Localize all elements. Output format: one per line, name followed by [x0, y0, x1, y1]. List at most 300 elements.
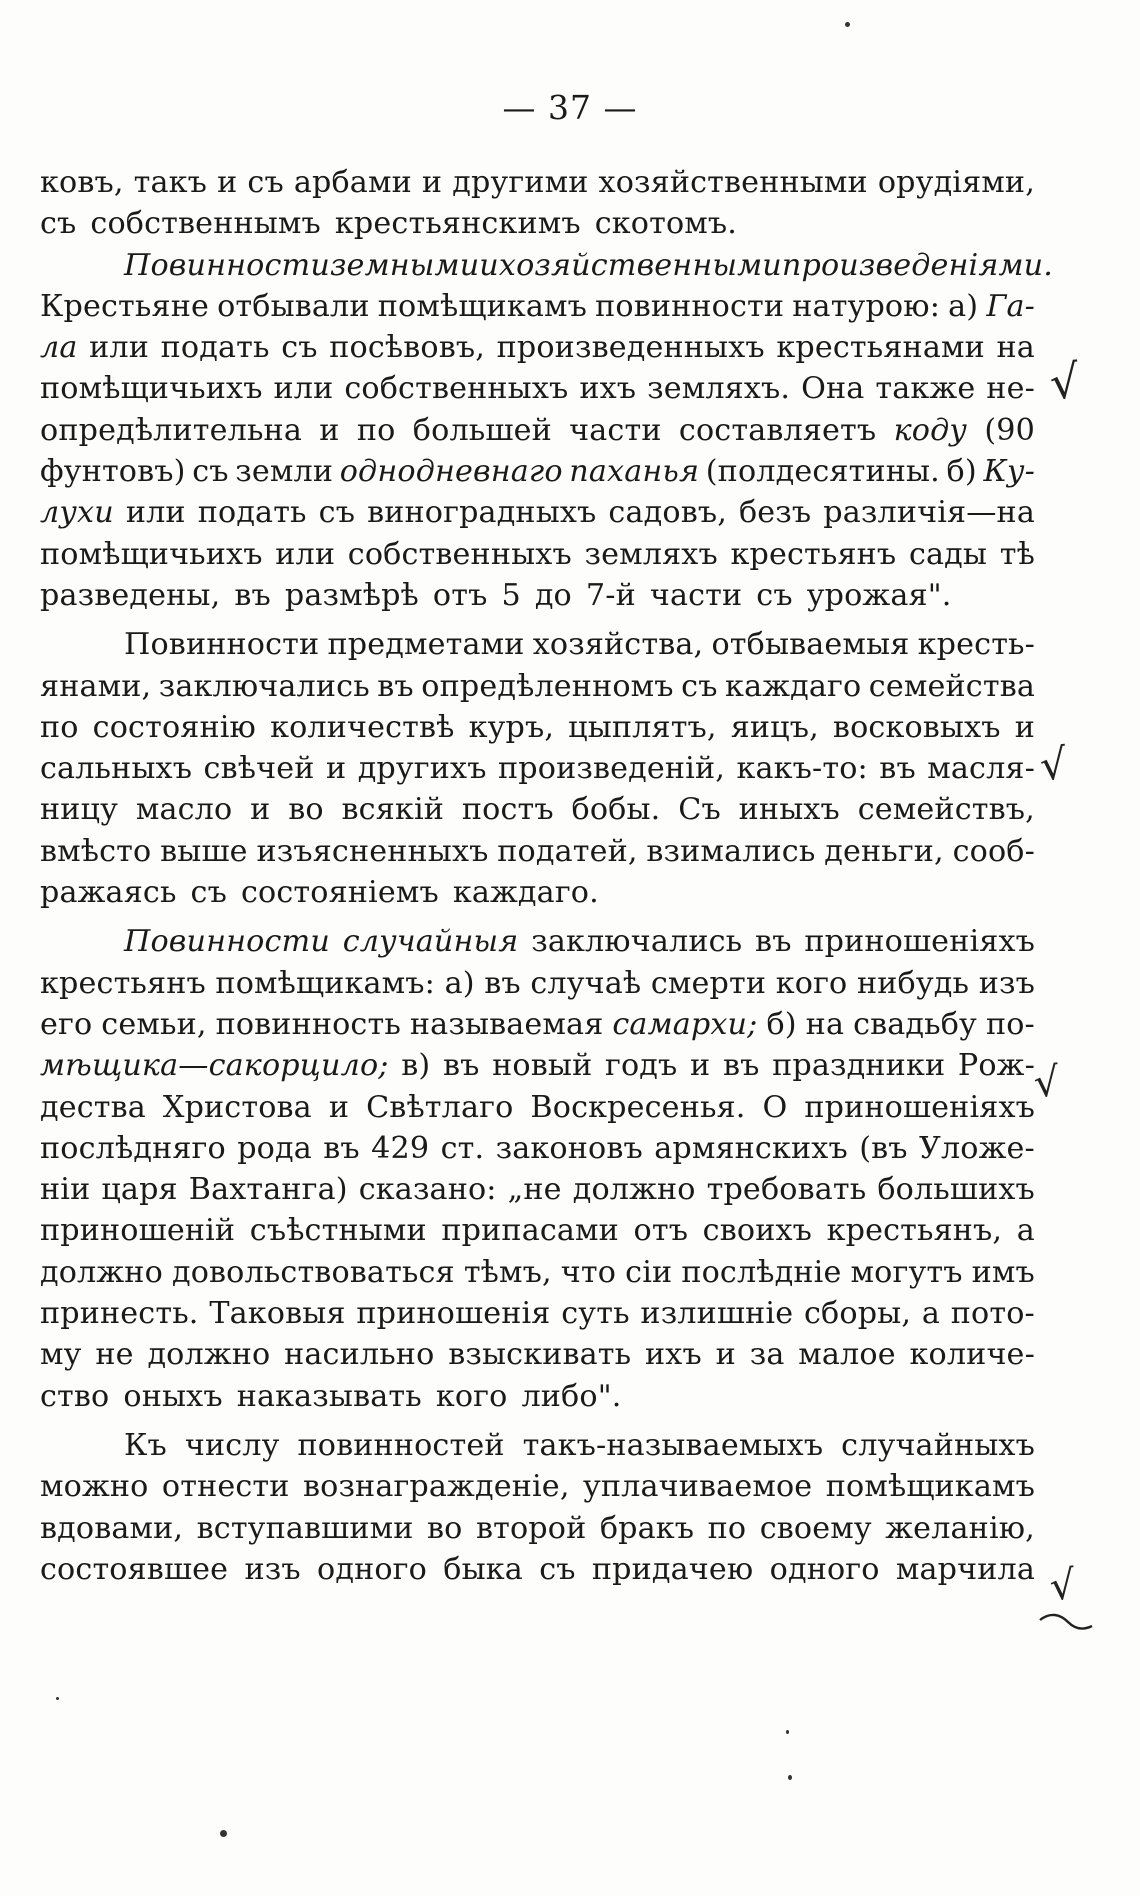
- text-line: [40, 286, 1035, 327]
- word: армянскихъ: [654, 1130, 848, 1166]
- word: каждаго.: [452, 875, 599, 911]
- word: въ: [442, 1048, 480, 1084]
- word: разведены,: [40, 577, 221, 613]
- word: одного: [317, 1551, 427, 1587]
- word: случаѣ: [530, 965, 642, 1001]
- word: подать: [160, 330, 270, 366]
- word: въ: [323, 1130, 360, 1166]
- word: Воскресенья.: [530, 1089, 746, 1125]
- word: другими: [452, 165, 589, 200]
- word: съ: [192, 454, 229, 490]
- word: Христова: [162, 1089, 312, 1125]
- word: посѣвовъ,: [329, 330, 485, 366]
- word: хозяйственными: [498, 247, 782, 283]
- word: хозяйственными: [598, 165, 868, 200]
- word: Свѣтлаго: [366, 1089, 514, 1125]
- word: земли: [235, 454, 334, 490]
- word: отнести: [161, 1469, 290, 1505]
- word: лухи: [40, 495, 114, 531]
- word: могутъ: [850, 1254, 963, 1290]
- word: восковыхъ: [832, 709, 1001, 745]
- word: отъ: [633, 1213, 689, 1249]
- text-line: [40, 451, 1035, 492]
- word: янами,: [40, 668, 152, 704]
- word: изъ: [978, 965, 1035, 1001]
- word: ражаясь: [40, 875, 177, 911]
- text-line: [40, 162, 1035, 203]
- word: податей,: [497, 833, 638, 869]
- text-line: [40, 534, 1035, 575]
- word: желанію,: [885, 1510, 1035, 1546]
- word: повинностей: [297, 1427, 505, 1463]
- word: помѣщичьихъ: [40, 536, 263, 572]
- word: тѣ: [999, 536, 1035, 572]
- word: и: [328, 1089, 350, 1125]
- word: произведенныхъ: [496, 330, 765, 366]
- word: вступавшими: [196, 1510, 414, 1546]
- word: требовать: [706, 1172, 867, 1208]
- paragraph-gap: [40, 913, 1035, 921]
- word: однодневнаго: [339, 454, 563, 490]
- word: изъ: [244, 1551, 301, 1587]
- word: такъ-называемыхъ: [522, 1427, 824, 1463]
- word: свѣчей: [203, 751, 315, 787]
- word: и: [421, 165, 443, 200]
- word: собственныхъ: [347, 536, 572, 572]
- word: семьи,: [101, 1006, 207, 1042]
- word: безъ: [738, 495, 812, 531]
- word: взыскивать: [448, 1337, 632, 1373]
- word: послѣдняго: [40, 1130, 226, 1166]
- word: 5: [501, 577, 521, 613]
- word: какъ-то:: [736, 751, 868, 787]
- word: царя: [101, 1172, 178, 1208]
- text-line: [40, 748, 1035, 789]
- word: по: [40, 709, 79, 745]
- word: взимались: [646, 833, 816, 869]
- word: заключались: [158, 668, 370, 704]
- word: ихъ: [645, 1337, 702, 1373]
- word: своему: [759, 1510, 872, 1546]
- word: довольствоваться: [171, 1254, 455, 1290]
- word: повинность: [215, 1006, 401, 1042]
- word: ніи: [40, 1172, 91, 1208]
- word: заключались: [531, 924, 743, 960]
- word: крестьянъ,: [826, 1213, 1003, 1249]
- word: Съ: [678, 792, 721, 828]
- word: Повинности: [124, 627, 320, 663]
- word: съ: [681, 668, 718, 704]
- word: крестьянскимъ: [334, 206, 581, 242]
- word: изъясненныхъ: [256, 833, 489, 869]
- word: состоянію: [92, 709, 256, 745]
- text-line: [40, 789, 1035, 830]
- word: придачею: [591, 1551, 754, 1587]
- word: свадьбу: [853, 1006, 977, 1042]
- word: приношенія: [356, 1296, 551, 1332]
- word: рода: [237, 1130, 312, 1166]
- word: должно: [40, 1254, 163, 1290]
- margin-check-mark: √: [1047, 353, 1083, 411]
- word: Она: [801, 371, 865, 407]
- page-number: — 37 —: [502, 88, 638, 127]
- word: а): [948, 288, 979, 324]
- word: съ: [281, 330, 318, 366]
- text-line: [40, 707, 1035, 748]
- word: бракъ: [599, 1510, 695, 1546]
- word: земляхъ: [584, 536, 718, 572]
- word: или: [89, 330, 150, 366]
- margin-check-mark: √: [1047, 1561, 1078, 1611]
- word: приношеніяхъ: [804, 1089, 1035, 1125]
- word: опредѣленномъ: [421, 668, 674, 704]
- margin-dash-mark: [1038, 1610, 1094, 1640]
- word: законовъ: [495, 1130, 643, 1166]
- text-line: [40, 1293, 1035, 1334]
- word: второй: [475, 1510, 587, 1546]
- word: семейства: [868, 668, 1035, 704]
- word: самархи;: [612, 1006, 758, 1042]
- word: и: [217, 165, 238, 200]
- word: крестьянъ: [40, 965, 206, 1001]
- word: наказывать: [236, 1378, 422, 1414]
- print-speck: [845, 22, 850, 27]
- word: опредѣлительна: [40, 412, 302, 448]
- word: сады: [908, 536, 988, 572]
- text-line: [40, 575, 1035, 616]
- word: случайныхъ: [841, 1427, 1035, 1463]
- word: такъ: [133, 165, 208, 200]
- word: хозяйства,: [532, 627, 704, 663]
- word: помѣщикамъ: [825, 1469, 1035, 1505]
- word: Рож-: [957, 1048, 1035, 1084]
- text-line: [40, 1376, 1035, 1417]
- word: отбываемыя: [711, 627, 910, 663]
- word: Къ: [124, 1427, 167, 1463]
- word: Ку-: [983, 454, 1035, 490]
- text-line: [40, 666, 1035, 707]
- margin-check-mark: √: [1031, 1058, 1062, 1108]
- word: съ: [40, 206, 77, 242]
- word: сіи: [625, 1254, 673, 1290]
- text-line: [40, 1252, 1035, 1293]
- text-line: [40, 1087, 1035, 1128]
- word: Вахтанга): [188, 1172, 348, 1208]
- word: послѣдніе: [681, 1254, 842, 1290]
- word: постъ: [461, 792, 554, 828]
- word: праздники: [772, 1048, 946, 1084]
- print-speck: [56, 1697, 59, 1700]
- word: иныхъ: [738, 792, 840, 828]
- word: а): [444, 965, 475, 1001]
- word: въ: [484, 965, 521, 1001]
- text-line: [40, 1334, 1035, 1375]
- print-speck: [788, 1775, 792, 1780]
- word: отъ: [432, 577, 488, 613]
- word: имъ: [971, 1254, 1035, 1290]
- word: смерти: [650, 965, 767, 1001]
- print-speck: [786, 1730, 789, 1734]
- word: другихъ: [357, 751, 487, 787]
- word: садовъ,: [608, 495, 727, 531]
- print-speck: [220, 1830, 227, 1837]
- word: паханья: [569, 454, 700, 490]
- word: ство: [40, 1378, 110, 1414]
- text-line: [40, 1210, 1035, 1251]
- word: куръ,: [468, 709, 555, 745]
- word: деньги,: [824, 833, 944, 869]
- word: припасами: [441, 1213, 619, 1249]
- word: помѣщичьихъ: [40, 371, 263, 407]
- word: и: [250, 792, 271, 828]
- word: можно: [40, 1469, 149, 1505]
- word: фунтовъ): [40, 454, 186, 490]
- word: вдовами,: [40, 1510, 184, 1546]
- word: различія—на: [823, 495, 1035, 531]
- word: (90: [984, 412, 1035, 448]
- text-line: [40, 872, 1035, 913]
- paragraph-gap: [40, 1417, 1035, 1425]
- word: излишніе: [640, 1296, 794, 1332]
- word: числу: [184, 1427, 280, 1463]
- word: съ: [539, 1551, 576, 1587]
- text-line: [40, 963, 1035, 1004]
- word: вмѣсто: [40, 833, 152, 869]
- word: тѣмъ,: [463, 1254, 552, 1290]
- text-line: [40, 368, 1035, 409]
- word: Га-: [986, 288, 1035, 324]
- text-line: [40, 327, 1035, 368]
- word: произведеніями.: [781, 247, 1054, 283]
- word: должно: [572, 1172, 696, 1208]
- word: и: [1014, 709, 1035, 745]
- text-line: [40, 1128, 1035, 1169]
- word: части: [649, 577, 743, 613]
- word: (полдесятины.: [705, 454, 940, 490]
- word: кресть-: [917, 627, 1035, 663]
- word: б): [766, 1006, 797, 1042]
- word: в): [401, 1048, 431, 1084]
- word: или: [273, 371, 334, 407]
- word: въ: [377, 668, 414, 704]
- word: суть: [561, 1296, 630, 1332]
- word: собственныхъ: [344, 371, 569, 407]
- word: выше: [160, 833, 248, 869]
- word: уплачиваемое: [583, 1469, 813, 1505]
- word: а: [1016, 1213, 1035, 1249]
- word: и: [690, 1048, 711, 1084]
- word: Крестьяне: [40, 288, 209, 324]
- word: орудіями,: [877, 165, 1035, 200]
- word: ковъ,: [40, 165, 124, 200]
- word: ницу: [40, 792, 119, 828]
- word: во: [288, 792, 324, 828]
- word: его: [40, 1006, 93, 1042]
- word: одного: [769, 1551, 880, 1587]
- word: малое: [798, 1337, 896, 1373]
- text-line: [40, 1169, 1035, 1210]
- word: крестьянъ: [730, 536, 897, 572]
- text-line: [40, 410, 1035, 451]
- word: на: [805, 1006, 845, 1042]
- word: новый: [492, 1048, 593, 1084]
- word: мѣщика—сакорцило;: [40, 1048, 389, 1084]
- word: нибудь: [856, 965, 970, 1001]
- word: цыплятъ,: [568, 709, 717, 745]
- word: не-: [986, 371, 1035, 407]
- word: всякій: [341, 792, 445, 828]
- word: арбами: [293, 165, 412, 200]
- text-line: [40, 1549, 1035, 1590]
- word: количе-: [909, 1337, 1035, 1373]
- word: масло: [135, 792, 233, 828]
- word: за: [749, 1337, 785, 1373]
- word: съ: [190, 875, 227, 911]
- word: размѣрѣ: [284, 577, 419, 613]
- word: состоявшее: [40, 1551, 229, 1587]
- text-line: [40, 1045, 1035, 1086]
- word: въ: [234, 577, 271, 613]
- text-line: [40, 245, 1054, 286]
- word: либо".: [521, 1378, 622, 1414]
- word: сборы,: [803, 1296, 912, 1332]
- word: (въ: [859, 1130, 908, 1166]
- word: во: [427, 1510, 463, 1546]
- word: или: [125, 495, 186, 531]
- word: части: [569, 412, 662, 448]
- text-line: [40, 492, 1035, 533]
- word: по-: [985, 1006, 1035, 1042]
- word: каждаго: [725, 668, 862, 704]
- word: сальныхъ: [40, 751, 193, 787]
- word: отбывали: [217, 288, 370, 324]
- word: большей: [412, 412, 552, 448]
- word: земными: [329, 247, 480, 283]
- word: скотомъ.: [594, 206, 738, 242]
- word: ла: [40, 330, 78, 366]
- word: масля-: [927, 751, 1035, 787]
- word: быка: [443, 1551, 523, 1587]
- word: приношеніяхъ: [804, 924, 1035, 960]
- word: состояніемъ: [240, 875, 439, 911]
- word: не: [95, 1337, 134, 1373]
- word: по: [356, 412, 396, 448]
- word: Повинности: [124, 247, 330, 283]
- word: произведеній,: [498, 751, 725, 787]
- word: ст.: [440, 1130, 485, 1166]
- word: и: [715, 1337, 736, 1373]
- word: земляхъ.: [647, 371, 791, 407]
- word: называемая: [409, 1006, 604, 1042]
- word: семействъ,: [857, 792, 1035, 828]
- word: 7-й: [585, 577, 636, 613]
- word: Уложе-: [919, 1130, 1035, 1166]
- word: сказано:: [358, 1172, 497, 1208]
- word: большихъ: [877, 1172, 1035, 1208]
- word: оныхъ: [123, 1378, 223, 1414]
- margin-check-mark: √: [1037, 738, 1070, 791]
- word: также: [875, 371, 976, 407]
- word: виноградныхъ: [367, 495, 597, 531]
- word: и: [479, 247, 499, 283]
- word: натурою:: [792, 288, 941, 324]
- body-text: [40, 162, 1054, 1590]
- paragraph-gap: [40, 616, 1035, 624]
- text-line: [40, 624, 1035, 665]
- text-line: [40, 831, 1035, 872]
- word: пото-: [950, 1296, 1035, 1332]
- word: марчила: [895, 1551, 1035, 1587]
- word: крестьянами: [776, 330, 985, 366]
- word: приношеній: [40, 1213, 236, 1249]
- word: своихъ: [702, 1213, 812, 1249]
- word: на: [996, 330, 1035, 366]
- word: что: [560, 1254, 617, 1290]
- text-line: [40, 921, 1035, 962]
- word: сооб-: [952, 833, 1035, 869]
- word: и: [325, 751, 347, 787]
- word: по: [707, 1510, 747, 1546]
- word: и: [319, 412, 340, 448]
- word: б): [946, 454, 977, 490]
- word: подать: [197, 495, 307, 531]
- word: или: [275, 536, 336, 572]
- word: ихъ: [579, 371, 637, 407]
- word: Таковыя: [209, 1296, 346, 1332]
- word: съѣстными: [249, 1213, 427, 1249]
- word: предметами: [327, 627, 525, 663]
- word: количествѣ: [270, 709, 455, 745]
- word: собственнымъ: [90, 206, 321, 242]
- word: урожая".: [806, 577, 952, 613]
- word: кого: [435, 1378, 508, 1414]
- text-line: [40, 1004, 1035, 1045]
- word: насильно: [284, 1337, 435, 1373]
- word: яицъ,: [730, 709, 819, 745]
- word: должно: [147, 1337, 271, 1373]
- word: повинности: [595, 288, 785, 324]
- word: 429: [371, 1130, 430, 1166]
- word: составляетъ: [678, 412, 877, 448]
- word: О: [762, 1089, 788, 1125]
- word: принесть.: [40, 1296, 199, 1332]
- word: вознагражденіе,: [302, 1469, 570, 1505]
- word: Повинности: [124, 924, 330, 960]
- word: съ: [247, 165, 284, 200]
- text-line: [40, 1466, 1035, 1507]
- word: помѣщикамъ: [377, 288, 587, 324]
- word: съ: [756, 577, 793, 613]
- word: съ: [318, 495, 356, 531]
- word: му: [40, 1337, 82, 1373]
- word: помѣщикамъ:: [215, 965, 435, 1001]
- text-line: [40, 1425, 1035, 1466]
- word: а: [921, 1296, 941, 1332]
- word: въ: [879, 751, 916, 787]
- word: кого: [775, 965, 848, 1001]
- word: въ: [755, 924, 792, 960]
- text-line: [40, 203, 1035, 244]
- text-line: [40, 1508, 1035, 1549]
- word: „не: [507, 1172, 562, 1208]
- word: случайныя: [342, 924, 519, 960]
- word: въ: [722, 1048, 760, 1084]
- word: коду: [893, 412, 968, 448]
- word: бобы.: [571, 792, 661, 828]
- word: до: [534, 577, 572, 613]
- word: дества: [40, 1089, 146, 1125]
- word: годъ: [605, 1048, 678, 1084]
